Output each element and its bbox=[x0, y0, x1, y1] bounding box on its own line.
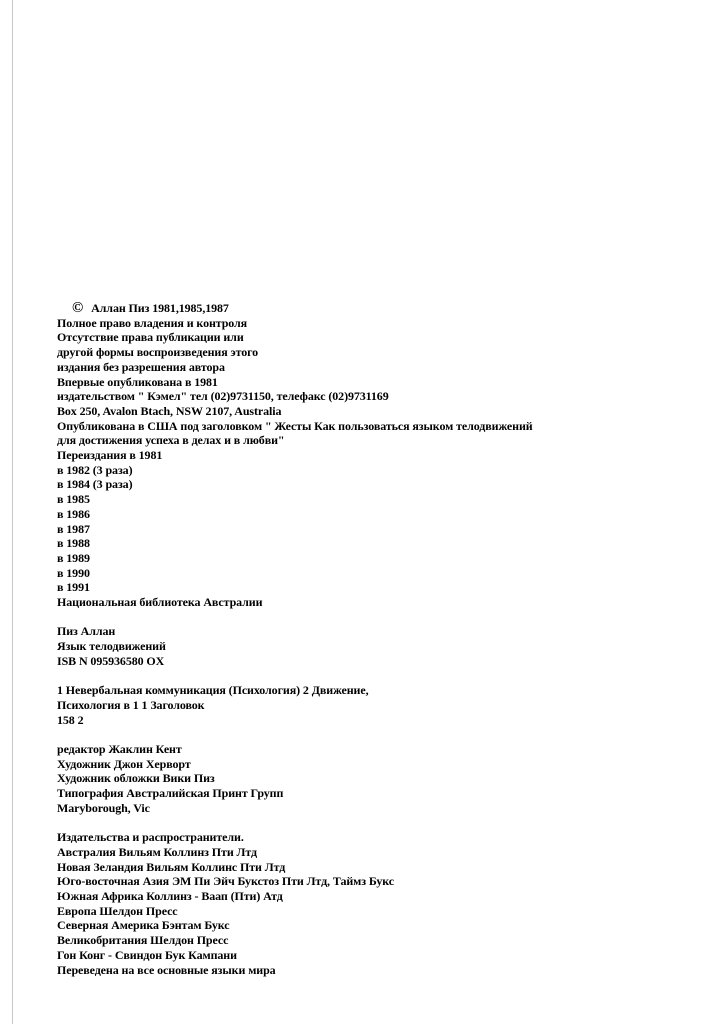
text-line: Box 250, Avalon Btach, NSW 2107, Australia bbox=[57, 403, 282, 418]
spacer bbox=[57, 816, 697, 831]
text-line: Язык телодвижений bbox=[57, 639, 166, 654]
text-line: редактор Жаклин Кент bbox=[57, 742, 182, 757]
text-line: 1 Невербальная коммуникация (Психология) 2 Движение, bbox=[57, 683, 369, 698]
text-line: для достижения успеха в делах и в любви" bbox=[57, 433, 285, 448]
text-line: в 1986 bbox=[57, 506, 90, 521]
text-line: Новая Зеландия Вильям Коллинс Пти Лтд bbox=[57, 859, 286, 874]
text-line: в 1990 bbox=[57, 565, 90, 580]
copyright-text: Аллан Пиз 1981,1985,1987 bbox=[91, 301, 229, 315]
text-line: Северная Америка Бэнтам Букс bbox=[57, 918, 230, 933]
text-line: Европа Шелдон Пресс bbox=[57, 903, 178, 918]
text-line: в 1984 (3 раза) bbox=[57, 477, 133, 492]
text-line: Гон Конг - Свиндон Бук Кампани bbox=[57, 947, 237, 962]
page-edge-rule bbox=[12, 0, 13, 1024]
text-line: Национальная библиотека Австралии bbox=[57, 595, 263, 610]
text-line: Пиз Аллан bbox=[57, 624, 116, 639]
text-line: издания без разрешения автора bbox=[57, 359, 225, 374]
copyright-symbol: © bbox=[72, 300, 84, 316]
text-line: в 1985 bbox=[57, 492, 90, 507]
text-line: Опубликована в США под заголовком " Жесты Как пользоваться языком телодвижений bbox=[57, 418, 533, 433]
spacer bbox=[57, 610, 697, 625]
copyright-line bbox=[57, 301, 697, 316]
text-line: в 1982 (3 раза) bbox=[57, 462, 133, 477]
text-line: 158 2 bbox=[57, 712, 84, 727]
subject-block bbox=[57, 683, 697, 727]
copyright-page bbox=[57, 301, 697, 977]
text-line: Художник Джон Херворт bbox=[57, 756, 191, 771]
text-line: Типография Австралийская Принт Групп bbox=[57, 786, 284, 801]
text-line: Австралия Вильям Коллинз Пти Лтд bbox=[57, 844, 257, 859]
text-line: Полное право владения и контроля bbox=[57, 315, 248, 330]
text-line: в 1988 bbox=[57, 536, 90, 551]
text-line: Отсутствие права публикации или bbox=[57, 330, 244, 345]
credits-block bbox=[57, 742, 697, 816]
spacer bbox=[57, 669, 697, 684]
text-line: издательством " Кэмел" тел (02)9731150, телефакс (02)9731169 bbox=[57, 389, 389, 404]
text-line: другой формы воспроизведения этого bbox=[57, 345, 259, 360]
text-line: Переиздания в 1981 bbox=[57, 448, 163, 463]
catalog-block bbox=[57, 624, 697, 668]
text-line: Переведена на все основные языки мира bbox=[57, 962, 276, 977]
text-line: Великобритания Шелдон Пресс bbox=[57, 933, 229, 948]
spacer bbox=[57, 727, 697, 742]
text-line: Maryborough, Vic bbox=[57, 800, 150, 815]
text-line: в 1989 bbox=[57, 550, 90, 565]
text-line: Впервые опубликована в 1981 bbox=[57, 374, 218, 389]
text-line: Южная Африка Коллинз - Ваап (Пти) Атд bbox=[57, 889, 283, 904]
text-line: в 1991 bbox=[57, 580, 90, 595]
text-line: Психология в 1 1 Заголовок bbox=[57, 697, 205, 712]
text-line: Юго-восточная Азия ЭМ Пи Эйч Букстоз Пти Лтд, Таймз Букс bbox=[57, 874, 395, 889]
publishers-block bbox=[57, 830, 697, 977]
text-line: Издательства и распространители. bbox=[57, 830, 244, 845]
text-line: Художник обложки Вики Пиз bbox=[57, 771, 215, 786]
text-line: в 1987 bbox=[57, 521, 90, 536]
rights-and-editions-block bbox=[57, 316, 697, 610]
text-line: ISB N 095936580 OX bbox=[57, 653, 165, 668]
